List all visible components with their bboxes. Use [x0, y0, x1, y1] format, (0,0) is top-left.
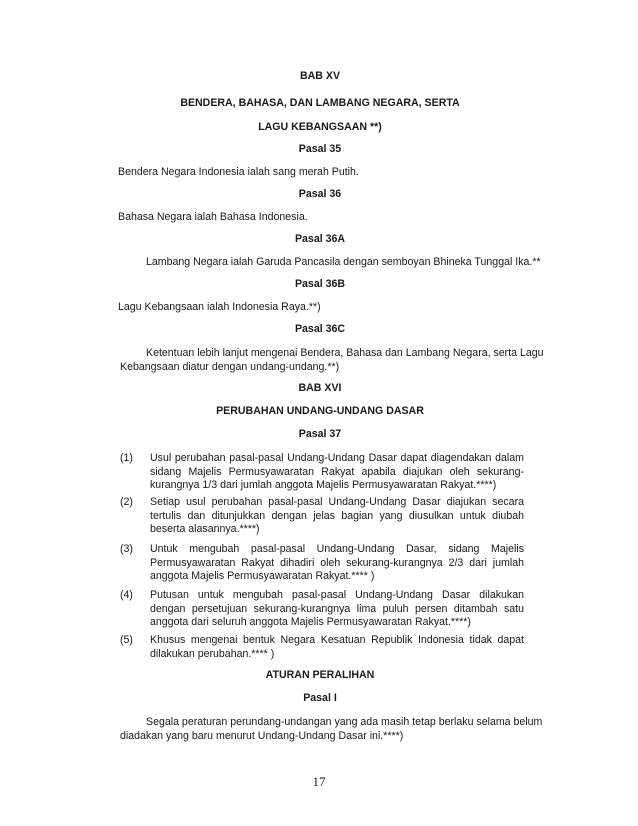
- pasal-36c-heading: Pasal 36C: [294, 323, 346, 335]
- bab-xv-title-line2: LAGU KEBANGSAAN **): [258, 121, 382, 133]
- pasal-35-heading: Pasal 35: [298, 143, 342, 155]
- item-number: (2): [120, 496, 133, 508]
- bab-xvi-heading: BAB XVI: [298, 382, 342, 394]
- pasal-36c-line1: Ketentuan lebih lanjut mengenai Bendera, Bahasa dan Lambang Negara, serta Lagu: [146, 347, 544, 359]
- item-text: Usul perubahan pasal-pasal Undang-Undang Dasar dapat diagendakan dalam sidang Majelis Permusyawaratan Rakyat apabila diajukan oleh sekurang-kurangnya 1/3 dari jumlah anggota Majelis Permusyawaratan Rakyat.****): [150, 452, 524, 491]
- bab-xv-title-line1: BENDERA, BAHASA, DAN LAMBANG NEGARA, SERTA: [180, 97, 460, 109]
- pasal-36-heading: Pasal 36: [298, 188, 342, 200]
- item-text: Khusus mengenai bentuk Negara Kesatuan Republik Indonesia tidak dapat dilakukan perubahan.**** ): [150, 634, 524, 660]
- pasal-i-line1: Segala peraturan perundang-undangan yang ada masih tetap berlaku selama belum: [146, 716, 543, 728]
- pasal-36a-text: Lambang Negara ialah Garuda Pancasila dengan semboyan Bhineka Tunggal Ika.**: [146, 256, 541, 268]
- pasal-36a-heading: Pasal 36A: [294, 233, 346, 245]
- aturan-peralihan-heading: ATURAN PERALIHAN: [265, 669, 375, 681]
- item-text: Putusan untuk mengubah pasal-pasal Undang-Undang Dasar dilakukan dengan persetujuan sekurang-kurangnya lima puluh persen ditambah satu anggota dari seluruh anggota Majelis Permusyawaratan Rakyat.****): [150, 589, 524, 628]
- bab-xv-heading: BAB XV: [299, 70, 341, 82]
- item-number: (4): [120, 589, 133, 601]
- pasal-36-text: Bahasa Negara ialah Bahasa Indonesia.: [118, 211, 308, 223]
- pasal-36c-line2: Kebangsaan diatur dengan undang-undang.**): [120, 361, 340, 373]
- item-number: (3): [120, 543, 133, 555]
- pasal-37-heading: Pasal 37: [298, 428, 342, 440]
- pasal-35-text: Bendera Negara Indonesia ialah sang merah Putih.: [118, 166, 359, 178]
- pasal-36b-text: Lagu Kebangsaan ialah Indonesia Raya.**): [118, 301, 321, 313]
- item-text: Setiap usul perubahan pasal-pasal Undang-Undang Dasar diajukan secara tertulis dan ditunjukkan dengan jelas bagian yang diusulkan untuk diubah beserta alasannya.****): [150, 496, 524, 535]
- pasal-i-heading: Pasal I: [303, 692, 337, 704]
- item-number: (5): [120, 634, 133, 646]
- pasal-i-line2: diadakan yang baru menurut Undang-Undang Dasar ini.****): [120, 730, 404, 742]
- pasal-36b-heading: Pasal 36B: [294, 278, 346, 290]
- item-text: Untuk mengubah pasal-pasal Undang-Undang Dasar, sidang Majelis Permusyawaratan Rakyat dihadiri oleh sekurang-kurangnya 2/3 dari jumlah anggota Majelis Permusyawaratan Rakyat.**** ): [150, 543, 524, 582]
- item-number: (1): [120, 452, 133, 464]
- page-number: 17: [312, 774, 326, 789]
- bab-xvi-title: PERUBAHAN UNDANG-UNDANG DASAR: [216, 405, 424, 417]
